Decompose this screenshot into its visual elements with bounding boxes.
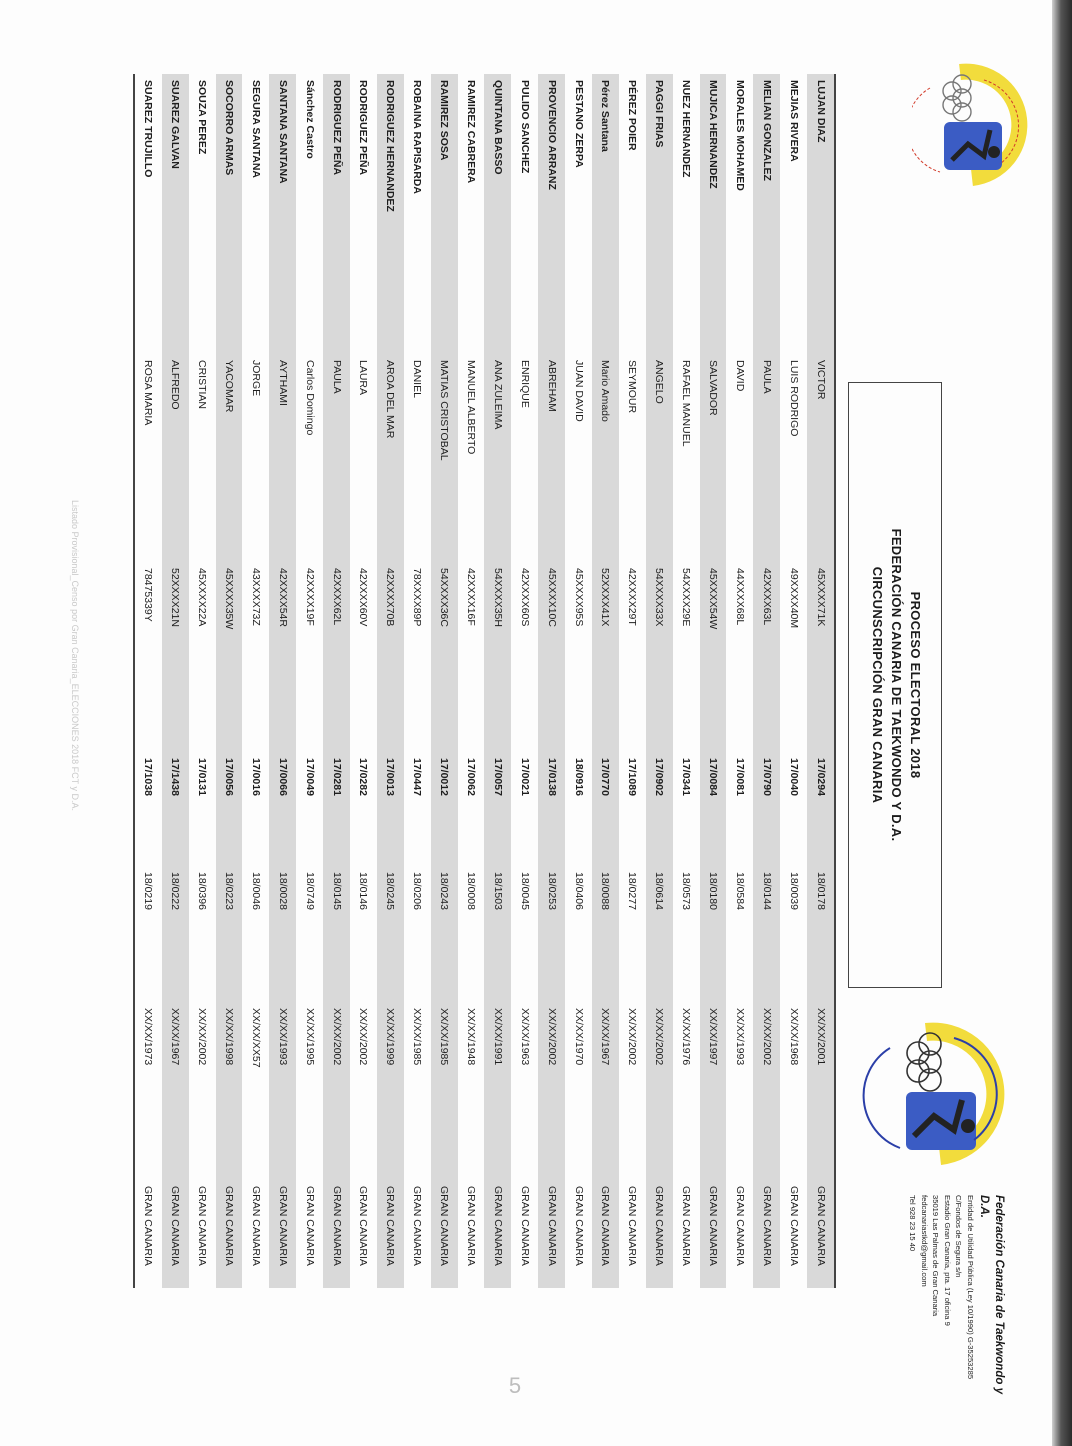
table-row <box>323 74 350 1288</box>
page-edge-shadow <box>1052 0 1072 1446</box>
surname-cell: MUJICA HERNANDEZ <box>700 74 727 354</box>
license-2018-cell: 18/0222 <box>162 866 189 1002</box>
license-2017-cell: 17/0081 <box>733 758 746 796</box>
surname-cell: MORALES MOHAMED <box>733 80 746 191</box>
name-cell: DAVID <box>733 360 746 392</box>
birthdate-cell: XX/XX/2002 <box>626 1008 639 1066</box>
surname-cell: ROBAINA RAPISARDA <box>411 80 424 194</box>
surname-cell: PAGGI FRIAS <box>646 74 673 354</box>
name-cell: SALVADOR <box>700 354 727 562</box>
license-2018-cell: 18/0206 <box>411 872 424 910</box>
license-2018-cell: 18/0178 <box>807 866 834 1002</box>
region-cell: GRAN CANARIA <box>411 1186 424 1266</box>
region-cell: GRAN CANARIA <box>538 1180 565 1288</box>
title-box <box>848 382 942 988</box>
license-2017-cell: 17/0057 <box>484 752 511 866</box>
license-2017-cell: 17/0056 <box>216 752 243 866</box>
birthdate-cell: XX/XX/1976 <box>680 1008 693 1066</box>
license-2017-cell: 18/0916 <box>572 758 585 796</box>
federation-line-3: Estadio Gran Canaria, pta. 17 oficina 9 <box>942 1195 952 1326</box>
surname-cell: RODRIGUEZ HERNANDEZ <box>377 74 404 354</box>
birthdate-cell: XX/XX/1968 <box>787 1008 800 1066</box>
region-cell: GRAN CANARIA <box>303 1186 316 1266</box>
birthdate-cell: XX/XX/1967 <box>592 1002 619 1180</box>
license-2017-cell: 17/0282 <box>357 758 370 796</box>
table-row <box>726 74 753 1288</box>
license-2018-cell: 18/0145 <box>323 866 350 1002</box>
region-cell: GRAN CANARIA <box>464 1186 477 1266</box>
license-2017-cell: 17/0013 <box>377 752 404 866</box>
name-cell: ALFREDO <box>162 354 189 562</box>
name-cell: CRISTIAN <box>196 360 209 410</box>
id-cell: 52XXXX21N <box>162 562 189 752</box>
birthdate-cell: XX/XX/1993 <box>269 1002 296 1180</box>
surname-cell: MEJIAS RIVERA <box>787 80 800 162</box>
title-line-3: CIRCUNSCRIPCIÓN GRAN CANARIA <box>870 566 885 804</box>
id-cell: 52XXXX41X <box>592 562 619 752</box>
birthdate-cell: XX/XX/1985 <box>431 1002 458 1180</box>
birthdate-cell: XX/XX/1991 <box>484 1002 511 1180</box>
id-cell: 45XXXX95S <box>572 568 585 627</box>
table-row <box>565 74 592 1288</box>
license-2017-cell: 17/0040 <box>787 758 800 796</box>
surname-cell: SUAREZ GALVAN <box>162 74 189 354</box>
table-row <box>269 74 296 1288</box>
license-2017-cell: 17/0138 <box>538 752 565 866</box>
region-cell: GRAN CANARIA <box>377 1180 404 1288</box>
name-cell: AROA DEL MAR <box>377 354 404 562</box>
table-row <box>377 74 404 1288</box>
region-cell: GRAN CANARIA <box>733 1186 746 1266</box>
federation-info <box>906 1195 1006 1415</box>
license-2017-cell: 17/0131 <box>196 758 209 796</box>
birthdate-cell: XX/XX/1997 <box>700 1002 727 1180</box>
license-2018-cell: 18/0243 <box>431 866 458 1002</box>
title-line-1: PROCESO ELECTORAL 2018 <box>908 591 923 779</box>
region-cell: GRAN CANARIA <box>357 1186 370 1266</box>
name-cell: ANA ZULEIMA <box>484 354 511 562</box>
region-cell: GRAN CANARIA <box>753 1180 780 1288</box>
surname-cell: MELIAN GONZALEZ <box>753 74 780 354</box>
id-cell: 54XXXX33X <box>646 562 673 752</box>
table-row <box>216 74 243 1288</box>
license-2018-cell: 18/0614 <box>646 866 673 1002</box>
id-cell: 54XXXX29E <box>680 568 693 627</box>
license-2018-cell: 18/0219 <box>142 872 155 910</box>
name-cell: Carlos Domingo <box>303 360 316 436</box>
title-line-2: FEDERACIÓN CANARIA DE TAEKWONDO Y D.A. <box>889 528 904 842</box>
table-row <box>753 74 780 1288</box>
license-2017-cell: 17/0790 <box>753 752 780 866</box>
surname-cell: SUAREZ TRUJILLO <box>142 80 155 178</box>
federation-line-1: Entidad de Utilidad Pública (Ley 10/1990) G-35253285 <box>966 1195 975 1380</box>
license-2018-cell: 18/1503 <box>484 866 511 1002</box>
license-2018-cell: 18/0088 <box>592 866 619 1002</box>
id-cell: 43XXXX73Z <box>249 568 262 626</box>
birthdate-cell: XX/XX/1973 <box>142 1008 155 1066</box>
license-2018-cell: 18/0277 <box>626 872 639 910</box>
region-cell: GRAN CANARIA <box>431 1180 458 1288</box>
license-2017-cell: 17/0084 <box>700 752 727 866</box>
table-row <box>619 74 646 1288</box>
name-cell: LUIS RODRIGO <box>787 360 800 437</box>
region-cell: GRAN CANARIA <box>196 1186 209 1266</box>
license-2018-cell: 18/0223 <box>216 866 243 1002</box>
name-cell: ENRIQUE <box>518 360 531 408</box>
id-cell: 45XXXX35W <box>216 562 243 752</box>
birthdate-cell: XX/XX/2002 <box>323 1002 350 1180</box>
region-cell: GRAN CANARIA <box>680 1186 693 1266</box>
region-cell: GRAN CANARIA <box>518 1186 531 1266</box>
name-cell: JORGE <box>249 360 262 397</box>
name-cell: SEYMOUR <box>626 360 639 414</box>
name-cell: AYTHAMI <box>269 354 296 562</box>
birthdate-cell: XX/XX/2002 <box>753 1002 780 1180</box>
name-cell: VICTOR <box>807 354 834 562</box>
license-2017-cell: 17/1038 <box>142 758 155 796</box>
surname-cell: SANTANA SANTANA <box>269 74 296 354</box>
name-cell: PAULA <box>753 354 780 562</box>
surname-cell: SOCORRO ARMAS <box>216 74 243 354</box>
id-cell: 45XXXX22A <box>196 568 209 627</box>
surname-cell: PULIDO SANCHEZ <box>518 80 531 174</box>
name-cell: ROSA MARIA <box>142 360 155 426</box>
birthdate-cell: XX/XX/1999 <box>377 1002 404 1180</box>
id-cell: 42XXXX63L <box>753 562 780 752</box>
id-cell: 42XXXX19F <box>303 568 316 626</box>
birthdate-cell: XX/XX/2002 <box>538 1002 565 1180</box>
license-2017-cell: 17/0016 <box>249 758 262 796</box>
table-row <box>807 74 834 1288</box>
region-cell: GRAN CANARIA <box>572 1186 585 1266</box>
birthdate-cell: XX/XX/1985 <box>411 1008 424 1066</box>
table-row <box>431 74 458 1288</box>
birthdate-cell: XX/XX/XX57 <box>249 1008 262 1068</box>
id-cell: 45XXXX10C <box>538 562 565 752</box>
birthdate-cell: XX/XX/1998 <box>216 1002 243 1180</box>
license-2017-cell: 17/0021 <box>518 758 531 796</box>
table-row <box>673 74 700 1288</box>
footer-text: Listado Provisional_Censo por Gran Canaria_ELECCIONES 2018 FCT y D.A. <box>70 500 80 811</box>
id-cell: 44XXXX68L <box>733 568 746 626</box>
id-cell: 45XXXX54W <box>700 562 727 752</box>
license-2018-cell: 18/0573 <box>680 872 693 910</box>
license-2017-cell: 17/0012 <box>431 752 458 866</box>
birthdate-cell: XX/XX/2001 <box>807 1002 834 1180</box>
table-row <box>592 74 619 1288</box>
license-2017-cell: 17/0902 <box>646 752 673 866</box>
region-cell: GRAN CANARIA <box>592 1180 619 1288</box>
table-row <box>242 74 269 1288</box>
name-cell: ANGELO <box>646 354 673 562</box>
surname-cell: PESTANO ZERPA <box>572 80 585 168</box>
license-2018-cell: 18/0146 <box>357 872 370 910</box>
table-row <box>646 74 673 1288</box>
license-2017-cell: 17/0770 <box>592 752 619 866</box>
federation-logo-left <box>912 60 1030 188</box>
id-cell: 42XXXX54R <box>269 562 296 752</box>
license-2017-cell: 17/0294 <box>807 752 834 866</box>
birthdate-cell: XX/XX/1963 <box>518 1008 531 1066</box>
name-cell: DANIEL <box>411 360 424 398</box>
table-row <box>484 74 511 1288</box>
federation-line-4: 35019 Las Palmas de Gran Canaria <box>931 1195 941 1317</box>
birthdate-cell: XX/XX/2002 <box>357 1008 370 1066</box>
region-cell: GRAN CANARIA <box>249 1186 262 1266</box>
table-row <box>135 74 162 1288</box>
license-2017-cell: 17/1438 <box>162 752 189 866</box>
license-2018-cell: 18/0046 <box>249 872 262 910</box>
surname-cell: SEGURA SANTANA <box>249 80 262 179</box>
license-2017-cell: 17/1089 <box>626 758 639 796</box>
census-table-body <box>135 74 834 1288</box>
surname-cell: PÉREZ POIER <box>626 80 639 151</box>
name-cell: YACOMAR <box>216 354 243 562</box>
table-row <box>162 74 189 1288</box>
license-2018-cell: 18/0039 <box>787 872 800 910</box>
id-cell: 78475339Y <box>142 568 155 622</box>
id-cell: 49XXXX40M <box>787 568 800 629</box>
federation-stamp-logo <box>862 1018 1010 1168</box>
region-cell: GRAN CANARIA <box>269 1180 296 1288</box>
birthdate-cell: XX/XX/1948 <box>464 1008 477 1066</box>
surname-cell: LUJAN DIAZ <box>807 74 834 354</box>
name-cell: MATIAS CRISTOBAL <box>431 354 458 562</box>
license-2017-cell: 17/0281 <box>323 752 350 866</box>
region-cell: GRAN CANARIA <box>142 1186 155 1266</box>
license-2018-cell: 18/0028 <box>269 866 296 1002</box>
license-2017-cell: 17/0341 <box>680 758 693 796</box>
table-row <box>296 74 323 1288</box>
name-cell: ABREHAM <box>538 354 565 562</box>
license-2018-cell: 18/0749 <box>303 872 316 910</box>
table-row <box>780 74 807 1288</box>
id-cell: 42XXXX62L <box>323 562 350 752</box>
surname-cell: RODRIGUEZ PEÑA <box>357 80 370 176</box>
license-2017-cell: 17/0447 <box>411 758 424 796</box>
surname-cell: Pérez Santana <box>592 74 619 354</box>
surname-cell: RAMIREZ CABRERA <box>464 80 477 184</box>
license-2017-cell: 17/0066 <box>269 752 296 866</box>
region-cell: GRAN CANARIA <box>807 1180 834 1288</box>
surname-cell: PROVENCIO ARRANZ <box>538 74 565 354</box>
table-row <box>511 74 538 1288</box>
birthdate-cell: XX/XX/1993 <box>733 1008 746 1066</box>
birthdate-cell: XX/XX/1995 <box>303 1008 316 1066</box>
surname-cell: SOUZA PEREZ <box>196 80 209 155</box>
license-2018-cell: 18/0045 <box>518 872 531 910</box>
license-2018-cell: 18/0245 <box>377 866 404 1002</box>
region-cell: GRAN CANARIA <box>216 1180 243 1288</box>
region-cell: GRAN CANARIA <box>700 1180 727 1288</box>
license-2018-cell: 18/0180 <box>700 866 727 1002</box>
name-cell: PAULA <box>323 354 350 562</box>
id-cell: 42XXXX16F <box>464 568 477 626</box>
census-table <box>133 74 836 1288</box>
license-2017-cell: 17/0062 <box>464 758 477 796</box>
id-cell: 42XXXX60S <box>518 568 531 627</box>
surname-cell: Sánchez Castro <box>303 80 316 159</box>
name-cell: LAURA <box>357 360 370 396</box>
table-row <box>350 74 377 1288</box>
name-cell: MANUEL ALBERTO <box>464 360 477 455</box>
id-cell: 54XXXX36C <box>431 562 458 752</box>
federation-line-5: fedcanariastkd@gmail.com <box>919 1195 929 1287</box>
id-cell: 42XXXX29T <box>626 568 639 626</box>
region-cell: GRAN CANARIA <box>787 1186 800 1266</box>
name-cell: RAFAEL MANUEL <box>680 360 693 447</box>
region-cell: GRAN CANARIA <box>626 1186 639 1266</box>
table-row <box>404 74 431 1288</box>
surname-cell: QUINTANA BASSO <box>484 74 511 354</box>
id-cell: 78XXXX89P <box>411 568 424 627</box>
region-cell: GRAN CANARIA <box>323 1180 350 1288</box>
region-cell: GRAN CANARIA <box>162 1180 189 1288</box>
name-cell: JUAN DAVID <box>572 360 585 422</box>
name-cell: Mario Amado <box>592 354 619 562</box>
license-2018-cell: 18/0584 <box>733 872 746 910</box>
surname-cell: RODRIGUEZ PEÑA <box>323 74 350 354</box>
id-cell: 45XXXX71K <box>807 562 834 752</box>
birthdate-cell: XX/XX/1967 <box>162 1002 189 1180</box>
id-cell: 42XXXX70B <box>377 562 404 752</box>
table-row <box>189 74 216 1288</box>
id-cell: 54XXXX35H <box>484 562 511 752</box>
federation-line-6: Tel 928 23 15 40 <box>908 1195 918 1252</box>
page-number: 5 <box>508 1373 522 1399</box>
license-2018-cell: 18/0406 <box>572 872 585 910</box>
table-row <box>458 74 485 1288</box>
id-cell: 42XXXX60V <box>357 568 370 627</box>
federation-name: Federación Canaria de Taekwondo y D.A. <box>978 1195 1005 1394</box>
birthdate-cell: XX/XX/2002 <box>196 1008 209 1066</box>
license-2017-cell: 17/0049 <box>303 758 316 796</box>
license-2018-cell: 18/0396 <box>196 872 209 910</box>
birthdate-cell: XX/XX/2002 <box>646 1002 673 1180</box>
table-row <box>700 74 727 1288</box>
region-cell: GRAN CANARIA <box>646 1180 673 1288</box>
license-2018-cell: 18/0253 <box>538 866 565 1002</box>
license-2018-cell: 18/0008 <box>464 872 477 910</box>
surname-cell: RAMIREZ SOSA <box>431 74 458 354</box>
table-row <box>538 74 565 1288</box>
federation-line-2: C/Fondos de Segura s/n <box>954 1195 964 1278</box>
license-2018-cell: 18/0144 <box>753 866 780 1002</box>
surname-cell: NUEZ HERNANDEZ <box>680 80 693 178</box>
birthdate-cell: XX/XX/1970 <box>572 1008 585 1066</box>
region-cell: GRAN CANARIA <box>484 1180 511 1288</box>
